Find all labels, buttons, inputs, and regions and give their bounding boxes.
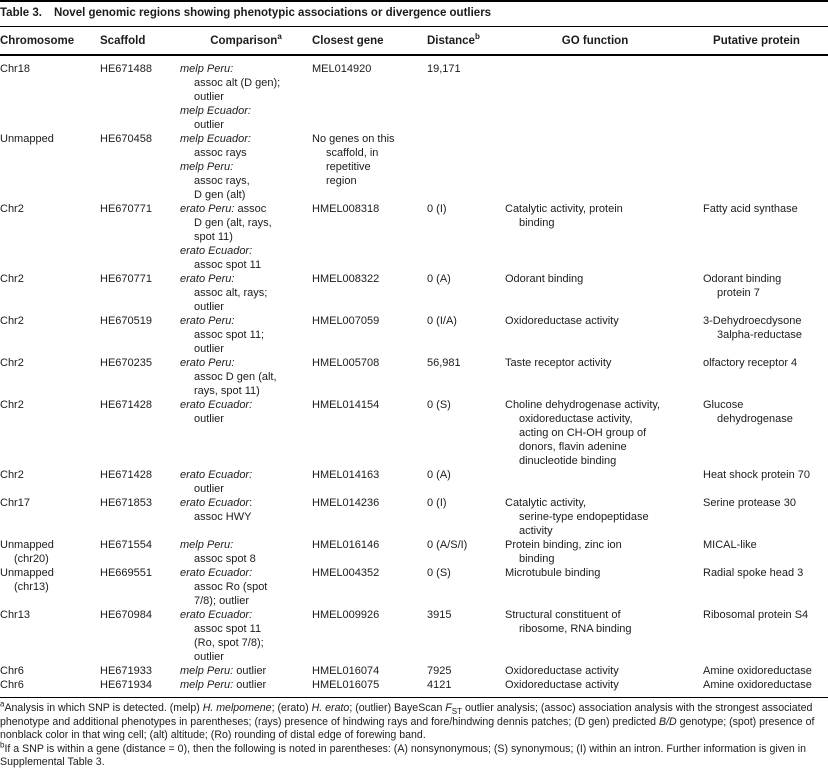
col-header-distance bbox=[427, 27, 505, 55]
cell-go-function: Protein binding, zinc ion binding bbox=[505, 539, 622, 565]
cell-go-function bbox=[505, 132, 685, 202]
table-row bbox=[0, 398, 828, 468]
cell-closest-gene: HMEL016075 bbox=[312, 679, 380, 691]
footnotes-section bbox=[0, 699, 828, 770]
cell-scaffold: HE670984 bbox=[100, 609, 152, 621]
cell-go-function: Catalytic activity, protein binding bbox=[505, 203, 623, 229]
cell-distance: 0 (A) bbox=[427, 273, 451, 285]
table-row bbox=[0, 356, 828, 398]
cell-comparison: melp Peru: outlier bbox=[180, 665, 267, 677]
footnote: $^b$If a SNP is within a gene (distance = 0), then the following is noted in parentheses: (A) nonsynonymous; (S) synonymous; (I) within an intron. Further information is given in Supplemental Table 3. bbox=[0, 739, 806, 768]
cell-putative-protein: Serine protease 30 bbox=[703, 497, 796, 509]
cell-distance: 0 (I) bbox=[427, 203, 447, 215]
cell-scaffold: HE671554 bbox=[100, 539, 152, 551]
cell-scaffold: HE671934 bbox=[100, 679, 152, 691]
cell-comparison: erato Ecuador: assoc Ro (spot 7/8); outlier bbox=[180, 567, 268, 607]
col-header-go-function bbox=[505, 27, 685, 55]
cell-distance: 3915 bbox=[427, 609, 452, 621]
cell-distance: 0 (A/S/I) bbox=[427, 539, 468, 551]
cell-distance: 19,171 bbox=[427, 63, 461, 75]
table-row bbox=[0, 132, 828, 202]
table-row bbox=[0, 55, 828, 132]
cell-closest-gene: HMEL004352 bbox=[312, 567, 380, 579]
cell-closest-gene: HMEL007059 bbox=[312, 315, 380, 327]
cell-putative-protein: Amine oxidoreductase bbox=[703, 679, 812, 691]
cell-chromosome: Chr2 bbox=[0, 203, 24, 215]
cell-distance: 0 (S) bbox=[427, 567, 451, 579]
cell-closest-gene: HMEL014154 bbox=[312, 399, 380, 411]
cell-distance: 0 (I/A) bbox=[427, 315, 457, 327]
col-header-closest-gene bbox=[312, 27, 427, 55]
cell-chromosome: Chr2 bbox=[0, 357, 24, 369]
cell-distance: 4121 bbox=[427, 679, 452, 691]
table-row bbox=[0, 678, 828, 698]
cell-chromosome: Unmapped (chr13) bbox=[0, 567, 54, 593]
table-row bbox=[0, 496, 828, 538]
cell-go-function: Oxidoreductase activity bbox=[505, 315, 619, 327]
cell-go-function bbox=[505, 55, 685, 132]
cell-comparison: erato Peru: assoc spot 11; outlier bbox=[180, 315, 265, 355]
cell-comparison: erato Peru: assoc D gen (alt, rays, spot 11) erato Ecuador: assoc spot 11 bbox=[180, 203, 272, 271]
cell-putative-protein: Radial spoke head 3 bbox=[703, 567, 804, 579]
cell-putative-protein: Fatty acid synthase bbox=[703, 203, 798, 215]
column-superscript: b bbox=[474, 32, 480, 42]
cell-closest-gene: HMEL016074 bbox=[312, 665, 380, 677]
cell-putative-protein: Glucose dehydrogenase bbox=[703, 399, 793, 425]
cell-comparison: erato Ecuador: assoc HWY bbox=[180, 497, 253, 523]
column-superscript: a bbox=[277, 32, 282, 42]
col-header-putative-protein bbox=[685, 27, 828, 55]
cell-scaffold: HE671853 bbox=[100, 497, 152, 509]
cell-scaffold: HE669551 bbox=[100, 567, 152, 579]
table-title bbox=[0, 0, 828, 27]
cell-scaffold: HE671933 bbox=[100, 665, 152, 677]
col-header-label: Comparison bbox=[210, 35, 278, 47]
header-row bbox=[0, 27, 828, 55]
footnote: $^a$Analysis in which SNP is detected. (melp) H. melpomene; (erato) H. erato; (outlier) BayeScan $F_{ST}$ outlier analysis; (assoc) association analysis with the strongest associated phenotype and additional phenotypes in parentheses; (rays) presence of hindwing rays and fore/hindwing dennis patches; (D gen) predicted B/D genotype; (spot) presence of nonblack color in that wing cell; (alt) altitude; (Ro) rounding of distal edge of forewing band. bbox=[0, 699, 815, 741]
cell-putative-protein: Odorant binding protein 7 bbox=[703, 273, 782, 299]
cell-distance: 56,981 bbox=[427, 357, 461, 369]
cell-chromosome: Unmapped (chr20) bbox=[0, 539, 54, 565]
col-header-label: GO function bbox=[561, 35, 629, 47]
cell-distance: 0 (I) bbox=[427, 497, 447, 509]
cell-comparison: melp Peru: outlier bbox=[180, 679, 267, 691]
cell-go-function: Choline dehydrogenase activity, oxidoreductase activity, acting on CH-OH group of donors, flavin adenine dinucleotide binding bbox=[505, 399, 661, 467]
cell-scaffold: HE671428 bbox=[100, 469, 152, 481]
cell-comparison: melp Peru: assoc alt (D gen); outlier melp Ecuador: outlier bbox=[180, 63, 281, 131]
table-body bbox=[0, 55, 828, 698]
cell-go-function bbox=[505, 468, 685, 496]
cell-comparison: erato Peru: assoc alt, rays; outlier bbox=[180, 273, 268, 313]
cell-closest-gene: HMEL014236 bbox=[312, 497, 380, 509]
cell-scaffold: HE670235 bbox=[100, 357, 152, 369]
cell-closest-gene: HMEL009926 bbox=[312, 609, 380, 621]
col-header-label: Scaffold bbox=[100, 35, 146, 47]
cell-chromosome: Chr18 bbox=[0, 63, 30, 75]
table-row bbox=[0, 566, 828, 608]
table-row bbox=[0, 314, 828, 356]
table-row bbox=[0, 202, 828, 272]
cell-go-function: Microtubule binding bbox=[505, 567, 601, 579]
cell-scaffold: HE670771 bbox=[100, 203, 152, 215]
col-header-label: Closest gene bbox=[312, 35, 384, 47]
cell-putative-protein: 3-Dehydroecdysone 3alpha-reductase bbox=[703, 315, 803, 341]
table-title-text: Novel genomic regions showing phenotypic associations or divergence outliers bbox=[53, 7, 492, 19]
cell-putative-protein bbox=[685, 132, 828, 202]
genomic-regions-table bbox=[0, 27, 828, 698]
col-header-label: Distance bbox=[427, 35, 475, 47]
cell-closest-gene: No genes on this scaffold, in repetitive region bbox=[312, 133, 395, 187]
cell-comparison: erato Ecuador: assoc spot 11 (Ro, spot 7/8); outlier bbox=[180, 609, 264, 663]
cell-putative-protein: MICAL-like bbox=[703, 539, 757, 551]
cell-comparison: erato Ecuador: outlier bbox=[180, 469, 253, 495]
cell-closest-gene: HMEL008318 bbox=[312, 203, 380, 215]
cell-scaffold: HE671428 bbox=[100, 399, 152, 411]
cell-scaffold: HE671488 bbox=[100, 63, 152, 75]
cell-scaffold: HE670519 bbox=[100, 315, 152, 327]
cell-distance: 7925 bbox=[427, 665, 452, 677]
cell-closest-gene: HMEL005708 bbox=[312, 357, 380, 369]
cell-putative-protein bbox=[685, 55, 828, 132]
col-header-chromosome bbox=[0, 27, 100, 55]
cell-comparison: melp Ecuador: assoc rays melp Peru: assoc rays, D gen (alt) bbox=[180, 133, 251, 201]
cell-chromosome: Chr6 bbox=[0, 665, 24, 677]
cell-scaffold: HE670771 bbox=[100, 273, 152, 285]
table-row bbox=[0, 664, 828, 678]
col-header-comparison bbox=[180, 27, 312, 55]
cell-putative-protein: olfactory receptor 4 bbox=[703, 357, 798, 369]
col-header-scaffold bbox=[100, 27, 180, 55]
cell-chromosome: Chr2 bbox=[0, 399, 24, 411]
cell-closest-gene: MEL014920 bbox=[312, 63, 372, 75]
cell-putative-protein: Amine oxidoreductase bbox=[703, 665, 812, 677]
table-row bbox=[0, 468, 828, 496]
table-row bbox=[0, 538, 828, 566]
cell-closest-gene: HMEL016146 bbox=[312, 539, 380, 551]
cell-go-function: Taste receptor activity bbox=[505, 357, 612, 369]
table-row bbox=[0, 272, 828, 314]
cell-chromosome: Chr17 bbox=[0, 497, 30, 509]
cell-distance: 0 (A) bbox=[427, 469, 451, 481]
cell-closest-gene: HMEL014163 bbox=[312, 469, 380, 481]
cell-chromosome: Chr2 bbox=[0, 469, 24, 481]
cell-go-function: Oxidoreductase activity bbox=[505, 679, 619, 691]
table-row bbox=[0, 608, 828, 664]
cell-chromosome: Chr2 bbox=[0, 315, 24, 327]
table-title-label: Table 3. bbox=[0, 7, 42, 19]
cell-go-function: Odorant binding bbox=[505, 273, 584, 285]
cell-go-function: Catalytic activity, serine-type endopeptidase activity bbox=[505, 497, 649, 537]
cell-chromosome: Chr13 bbox=[0, 609, 30, 621]
cell-putative-protein: Heat shock protein 70 bbox=[703, 469, 811, 481]
cell-chromosome: Unmapped bbox=[0, 133, 54, 145]
cell-comparison: melp Peru: assoc spot 8 bbox=[180, 539, 256, 565]
cell-chromosome: Chr6 bbox=[0, 679, 24, 691]
cell-chromosome: Chr2 bbox=[0, 273, 24, 285]
cell-putative-protein: Ribosomal protein S4 bbox=[703, 609, 809, 621]
col-header-label: Putative protein bbox=[713, 35, 800, 47]
cell-closest-gene: HMEL008322 bbox=[312, 273, 380, 285]
cell-distance: 0 (S) bbox=[427, 399, 451, 411]
cell-go-function: Structural constituent of ribosome, RNA binding bbox=[505, 609, 632, 635]
cell-comparison: erato Peru: assoc D gen (alt, rays, spot 11) bbox=[180, 357, 277, 397]
cell-scaffold: HE670458 bbox=[100, 133, 152, 145]
cell-go-function: Oxidoreductase activity bbox=[505, 665, 619, 677]
cell-comparison: erato Ecuador: outlier bbox=[180, 399, 253, 425]
col-header-label: Chromosome bbox=[0, 35, 75, 47]
cell-distance bbox=[427, 132, 505, 202]
